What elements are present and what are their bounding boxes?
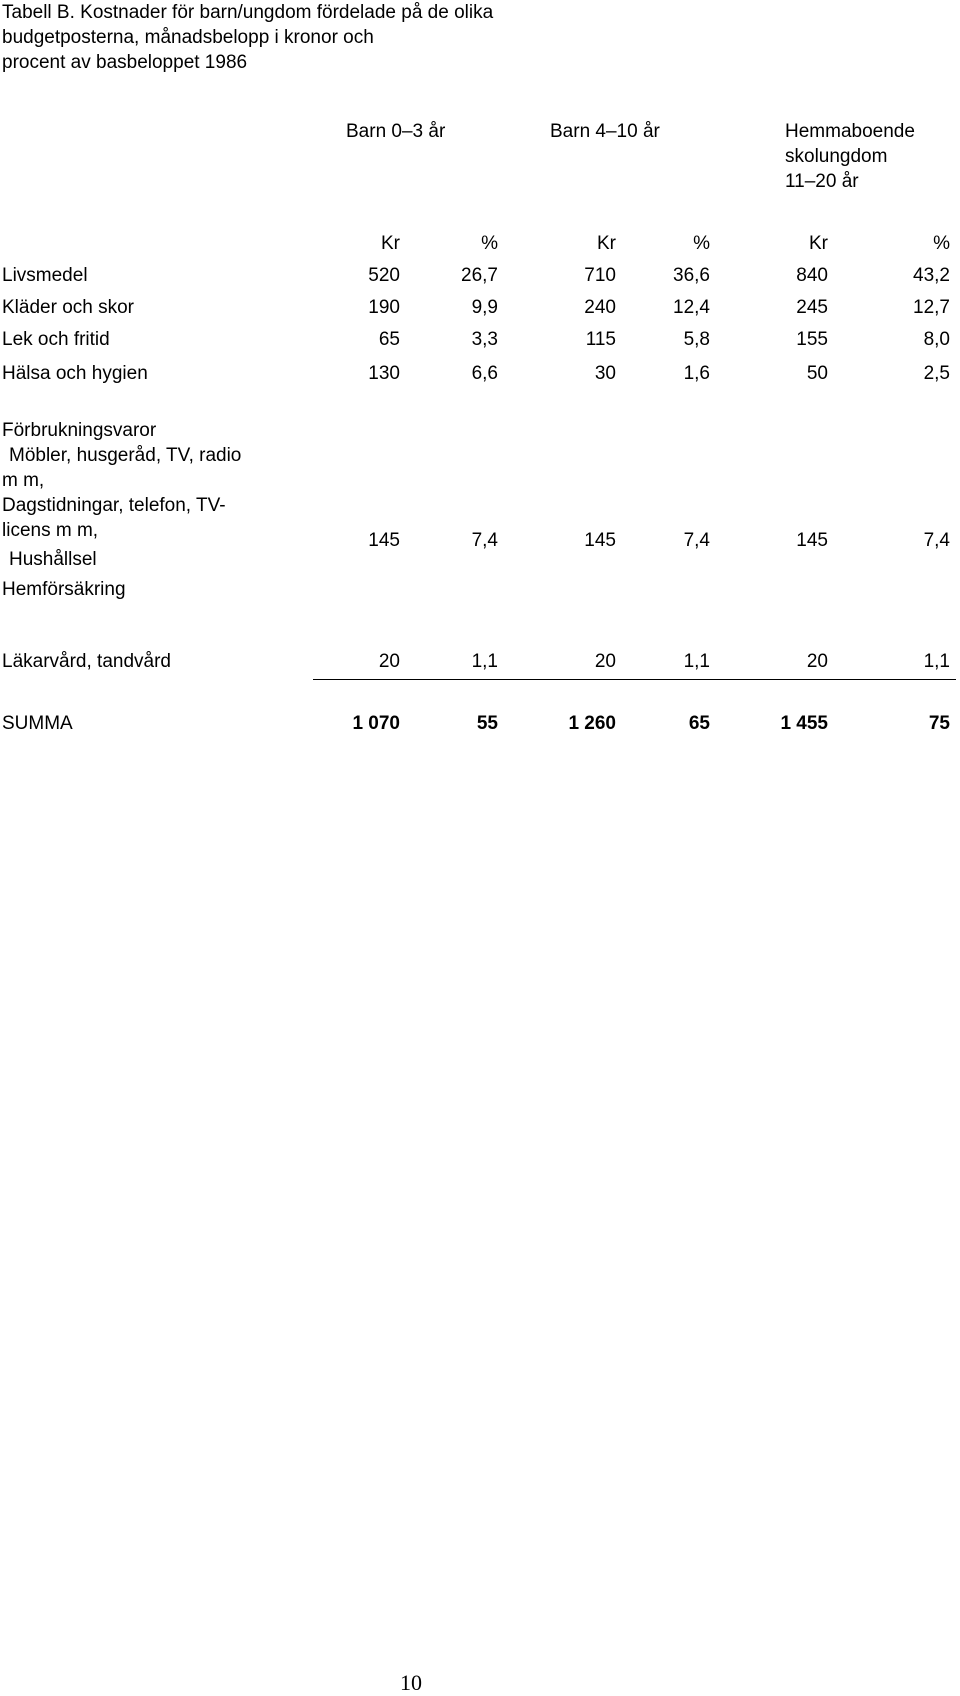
cell-value: 520 (368, 265, 400, 286)
cell-value: 26,7 (461, 265, 498, 286)
cell-value: 7,4 (923, 530, 950, 551)
cell-value: 12,7 (913, 297, 950, 318)
title-line: Tabell B. Kostnader för barn/ungdom fördelade på de olika (2, 2, 494, 23)
title-line: procent av basbeloppet 1986 (2, 52, 248, 73)
consumables-label (2, 418, 241, 602)
consumables-line: Dagstidningar, telefon, TV- (2, 495, 226, 516)
cell-value: 2,5 (923, 363, 950, 384)
cell-value: 5,8 (683, 329, 710, 350)
group-header-line: 11–20 år (785, 171, 859, 192)
subheader-kr: Kr (809, 233, 828, 254)
total-value: 65 (688, 713, 710, 734)
row-label: Kläder och skor (2, 297, 135, 318)
cell-value: 30 (594, 363, 616, 384)
consumables-line: licens m m, (2, 520, 99, 541)
cell-value: 710 (584, 265, 616, 286)
cell-value: 6,6 (471, 363, 498, 384)
total-value: 1 455 (780, 713, 828, 734)
total-value: 75 (928, 713, 950, 734)
total-label: SUMMA (2, 713, 73, 734)
cell-value: 8,0 (923, 329, 950, 350)
row-label: Livsmedel (2, 265, 88, 286)
total-value: 1 260 (568, 713, 616, 734)
cell-value: 145 (796, 530, 828, 551)
consumables-line: Förbrukningsvaror (2, 420, 157, 441)
consumables-line: Möbler, husgeråd, TV, radio (9, 445, 242, 466)
cell-value: 840 (796, 265, 828, 286)
cell-value: 1,6 (683, 363, 710, 384)
cell-value: 7,4 (683, 530, 710, 551)
group-header-hemmaboende (785, 119, 915, 194)
subheader-kr: Kr (597, 233, 616, 254)
cell-value: 145 (584, 530, 616, 551)
subheader-percent: % (933, 233, 950, 254)
table-row (0, 297, 960, 327)
consumables-line: m m, (2, 470, 45, 491)
table-row (0, 530, 960, 560)
cell-value: 3,3 (471, 329, 498, 350)
cell-value: 145 (368, 530, 400, 551)
cell-value: 36,6 (673, 265, 710, 286)
consumables-line: Hushållsel (9, 549, 97, 570)
cell-value: 50 (806, 363, 828, 384)
row-label: Lek och fritid (2, 329, 110, 350)
cell-value: 12,4 (673, 297, 710, 318)
cell-value: 20 (806, 651, 828, 672)
table-row (0, 265, 960, 295)
cell-value: 7,4 (471, 530, 498, 551)
group-header-barn-4-10: Barn 4–10 år (550, 121, 660, 142)
total-value: 55 (476, 713, 498, 734)
group-header-line: skolungdom (785, 146, 888, 167)
group-header-line: Hemmaboende (785, 121, 915, 142)
cell-value: 130 (368, 363, 400, 384)
total-row (0, 713, 960, 743)
cell-value: 240 (584, 297, 616, 318)
row-label: Hälsa och hygien (2, 363, 148, 384)
subheader-percent: % (481, 233, 498, 254)
table-row (0, 363, 960, 393)
cell-value: 1,1 (923, 651, 950, 672)
subheader-kr: Kr (381, 233, 400, 254)
table-title (2, 0, 622, 75)
cell-value: 190 (368, 297, 400, 318)
group-header-barn-0-3: Barn 0–3 år (346, 121, 446, 142)
table-row (0, 651, 960, 681)
cell-value: 155 (796, 329, 828, 350)
subheader-percent: % (693, 233, 710, 254)
cell-value: 20 (378, 651, 400, 672)
cell-value: 1,1 (683, 651, 710, 672)
title-line: budgetposterna, månadsbelopp i kronor och (2, 27, 374, 48)
cell-value: 65 (378, 329, 400, 350)
table-row (0, 329, 960, 359)
cell-value: 245 (796, 297, 828, 318)
cell-value: 115 (585, 329, 616, 350)
page-number: 10 (400, 1670, 422, 1695)
row-label: Läkarvård, tandvård (2, 651, 171, 672)
cell-value: 9,9 (471, 297, 498, 318)
consumables-line: Hemförsäkring (2, 579, 126, 600)
sum-divider (313, 679, 956, 680)
cell-value: 1,1 (471, 651, 498, 672)
total-value: 1 070 (352, 713, 400, 734)
cell-value: 20 (594, 651, 616, 672)
cell-value: 43,2 (913, 265, 950, 286)
